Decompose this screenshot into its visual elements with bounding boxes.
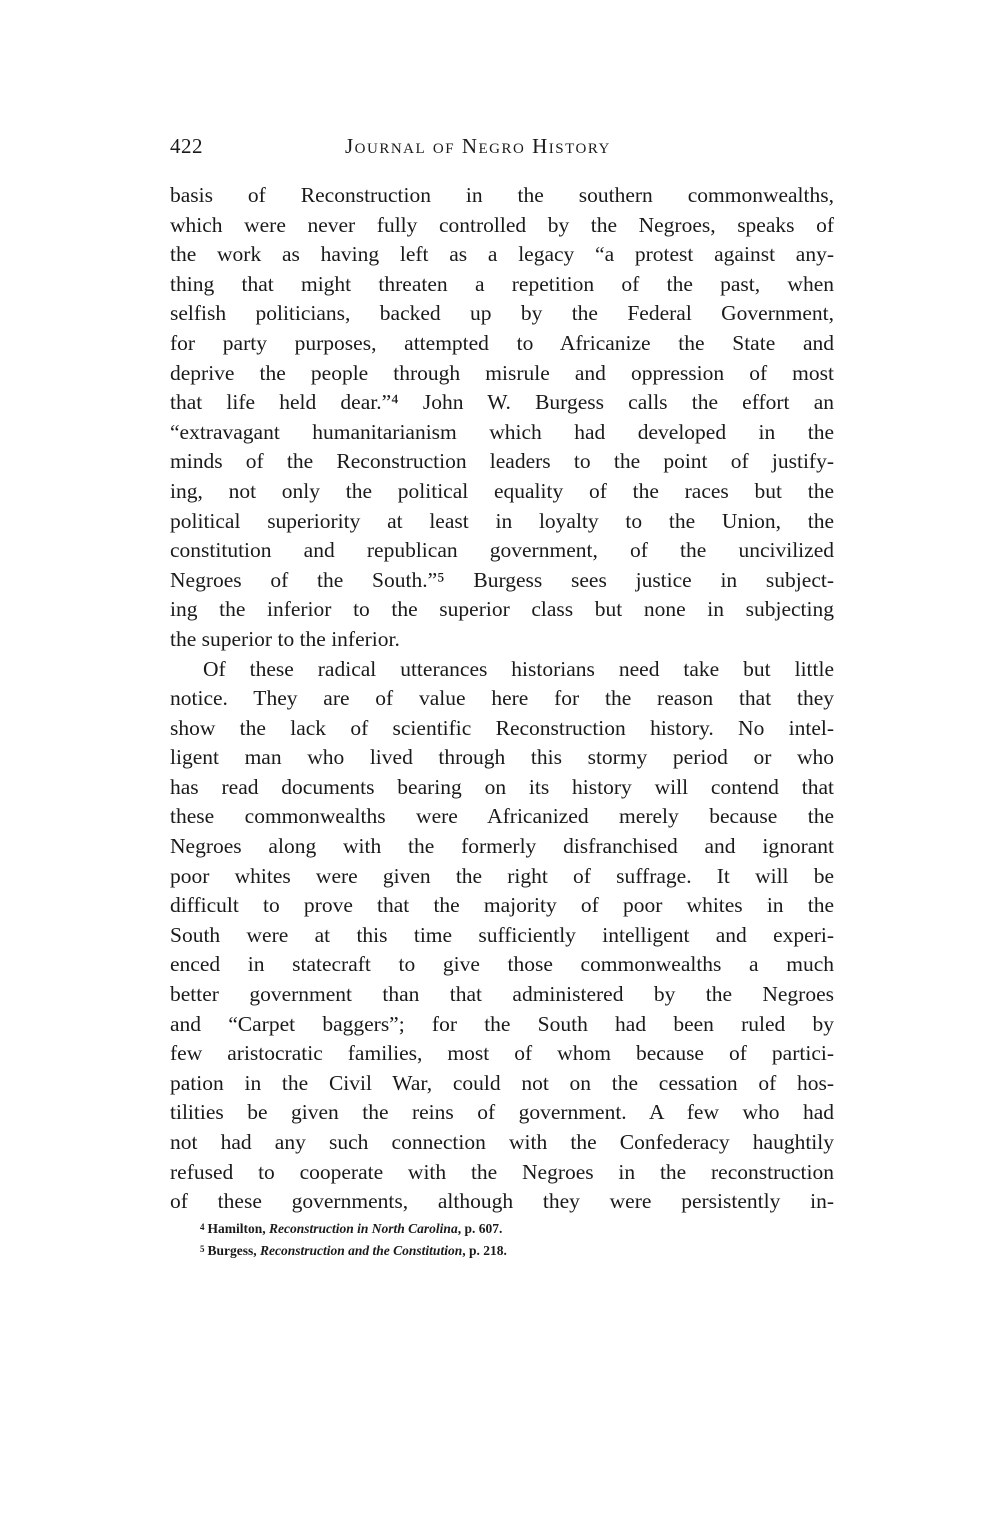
text-line: show the lack of scientific Reconstruction history. No intel- (170, 715, 834, 740)
text-line: pation in the Civil War, could not on the cessation of hos- (170, 1070, 834, 1095)
paragraph-1 (170, 181, 834, 655)
footnotes (200, 1216, 800, 1260)
text-line: few aristocratic families, most of whom because of partici- (170, 1041, 834, 1066)
text-line: these commonwealths were Africanized merely because the (170, 804, 834, 829)
text-line: refused to cooperate with the Negroes in the reconstruction (170, 1159, 834, 1184)
text-line: tilities be given the reins of government. A few who had (170, 1100, 834, 1125)
text-line: selfish politicians, backed up by the Federal Government, (170, 301, 834, 326)
text-line: has read documents bearing on its history will contend that (170, 774, 834, 799)
footnote-title: Reconstruction in North Carolina (269, 1221, 458, 1236)
footnote-page: , p. 607. (457, 1221, 503, 1236)
text-line: not had any such connection with the Confederacy haughtily (170, 1130, 834, 1154)
footnote-title: Reconstruction and the Constitution (260, 1243, 463, 1258)
text-line: the work as having left as a legacy “a protest against any- (170, 242, 834, 267)
text-line: ligent man who lived through this stormy period or who (170, 745, 834, 770)
text-line: South were at this time sufficiently intelligent and experi- (170, 922, 834, 947)
text-line: enced in statecraft to give those commonwealths a much (170, 952, 834, 977)
text-line: poor whites were given the right of suffrage. It will be (170, 863, 834, 888)
text-line: political superiority at least in loyalty to the Union, the (170, 508, 834, 533)
footnote-marker: 5 (200, 1244, 205, 1254)
footnote-4 (200, 1216, 800, 1238)
footnote-page: , p. 218. (462, 1243, 507, 1258)
footnote-author: Burgess, (207, 1243, 261, 1258)
text-line: deprive the people through misrule and oppression of most (170, 360, 834, 385)
text-line: Negroes of the South.”⁵ Burgess sees justice in subject- (170, 567, 834, 592)
text-line: minds of the Reconstruction leaders to the point of justify- (170, 449, 834, 474)
page-number: 422 (170, 134, 203, 158)
text-line: of these governments, although they were persistently in- (170, 1189, 834, 1214)
running-head (170, 134, 832, 166)
text-line: for party purposes, attempted to Africanize the State and (170, 330, 834, 355)
text-line: constitution and republican government, of the uncivilized (170, 538, 834, 563)
footnote-marker: 4 (200, 1222, 205, 1232)
text-line: difficult to prove that the majority of poor whites in the (170, 893, 834, 918)
text-line: ing, not only the political equality of the races but the (170, 478, 834, 503)
text-line: which were never fully controlled by the Negroes, speaks of (170, 212, 834, 237)
text-line: basis of Reconstruction in the southern commonwealths, (170, 183, 834, 207)
body-text (170, 181, 834, 1217)
text-line: ing the inferior to the superior class but none in subjecting (170, 597, 834, 622)
text-line: Negroes along with the formerly disfranchised and ignorant (170, 834, 834, 859)
journal-title: Journal of Negro History (345, 134, 611, 158)
text-line: thing that might threaten a repetition of the past, when (170, 271, 834, 296)
text-line: that life held dear.”⁴ John W. Burgess calls the effort an (170, 390, 834, 415)
text-line: and “Carpet baggers”; for the South had been ruled by (170, 1011, 834, 1036)
text-line: notice. They are of value here for the reason that they (170, 686, 834, 711)
text-line: Of these radical utterances historians need take but little (203, 656, 834, 681)
paragraph-2 (170, 655, 834, 1217)
text-line: better government than that administered by the Negroes (170, 982, 834, 1007)
text-line: the superior to the inferior. (170, 626, 400, 651)
footnote-author: Hamilton, (207, 1221, 270, 1236)
footnote-5 (200, 1238, 800, 1260)
text-line: “extravagant humanitarianism which had developed in the (170, 419, 834, 444)
